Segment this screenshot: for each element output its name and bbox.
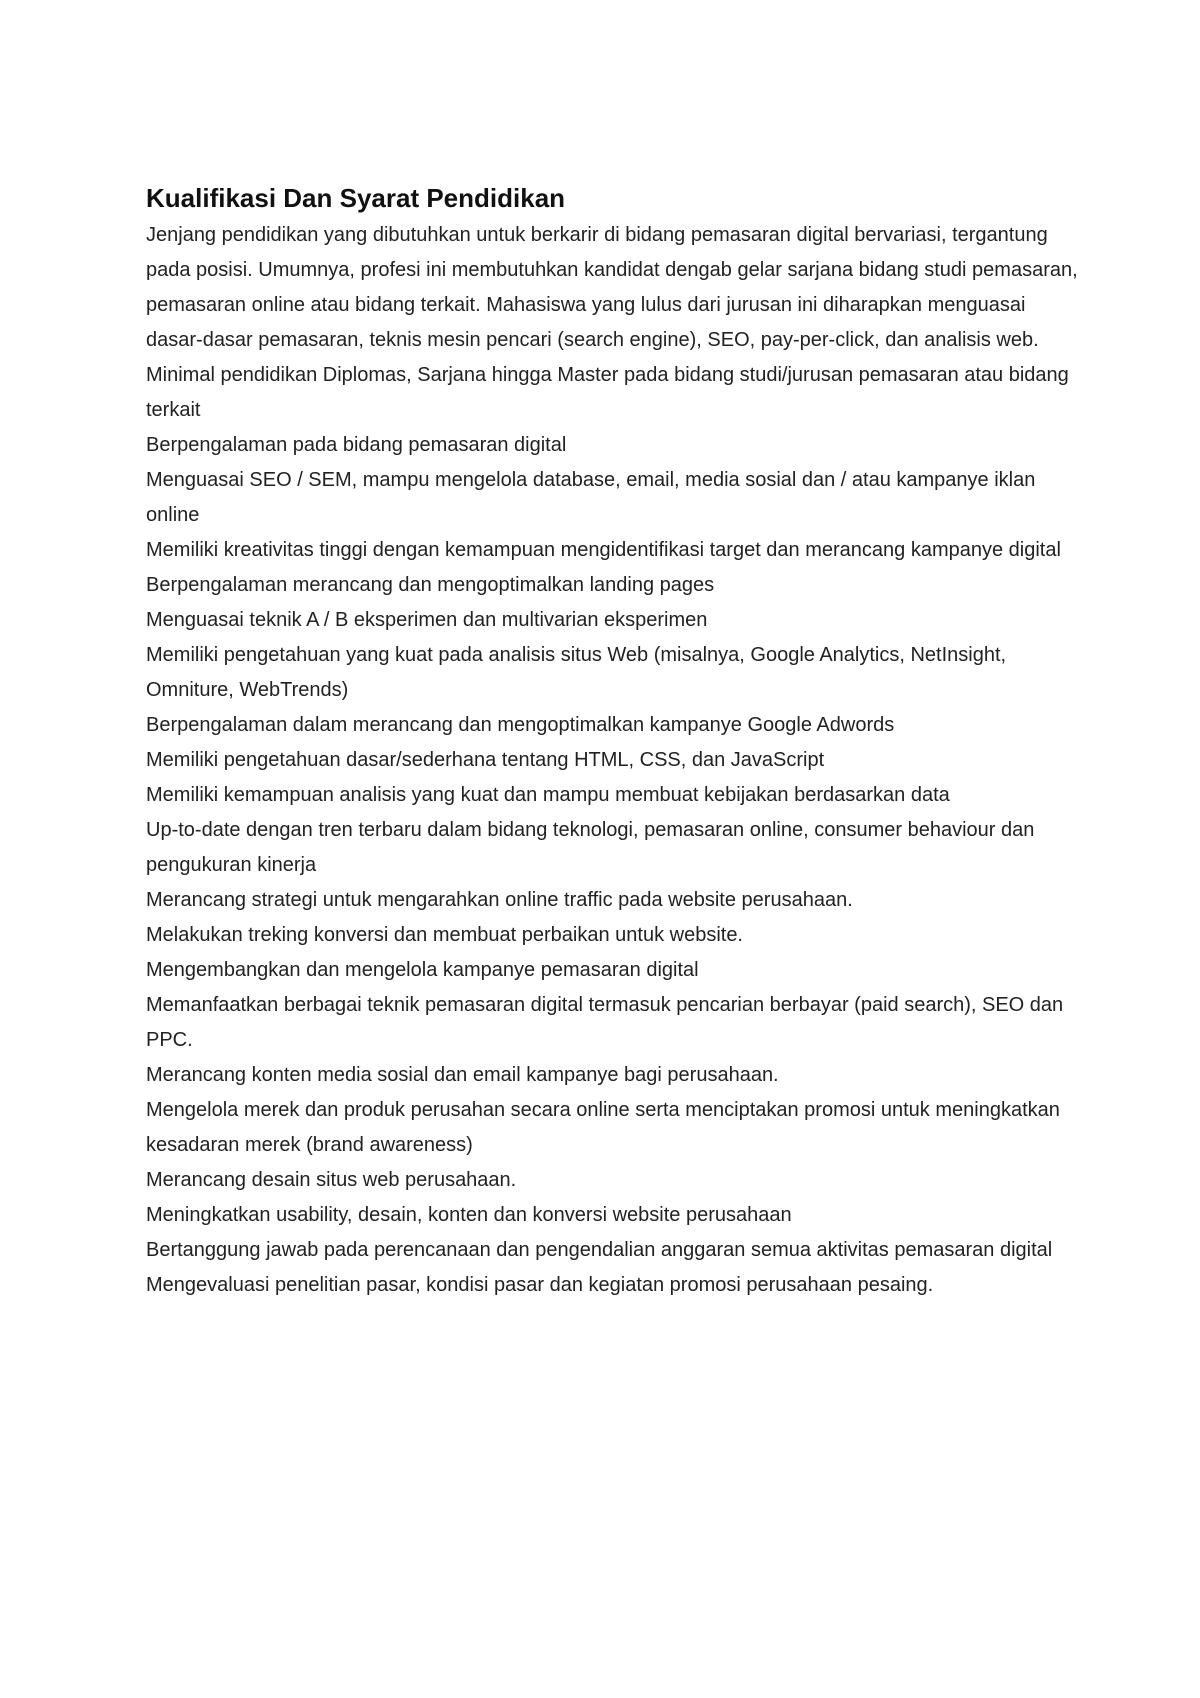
paragraph-item: Berpengalaman pada bidang pemasaran digital	[146, 434, 567, 456]
paragraph-item: Meningkatkan usability, desain, konten dan konversi website perusahaan	[146, 1204, 792, 1226]
paragraph-item: Memiliki pengetahuan dasar/sederhana tentang HTML, CSS, dan JavaScript	[146, 749, 825, 771]
paragraph-item: Merancang desain situs web perusahaan.	[146, 1169, 517, 1191]
paragraph-item: Menguasai teknik A / B eksperimen dan multivarian eksperimen	[146, 609, 708, 631]
paragraph-item: Berpengalaman merancang dan mengoptimalkan landing pages	[146, 574, 715, 596]
paragraph-item: Memiliki kreativitas tinggi dengan kemampuan mengidentifikasi target dan merancang kampanye digital	[146, 539, 1061, 561]
paragraph-item: Mengembangkan dan mengelola kampanye pemasaran digital	[146, 959, 699, 981]
document-body	[146, 180, 1086, 1303]
page-title: Kualifikasi Dan Syarat Pendidikan	[146, 183, 566, 213]
paragraph-item: Menguasai SEO / SEM, mampu mengelola database, email, media sosial dan / atau kampanye iklan online	[146, 469, 1036, 526]
paragraph-item: Up-to-date dengan tren terbaru dalam bidang teknologi, pemasaran online, consumer behaviour dan pengukuran kinerja	[146, 819, 1035, 876]
paragraph-intro: Jenjang pendidikan yang dibutuhkan untuk berkarir di bidang pemasaran digital bervariasi, tergantung pada posisi. Umumnya, profesi ini membutuhkan kandidat dengab gelar sarjana bidang studi pemasaran, pemasaran online atau bidang terkait. Mahasiswa yang lulus dari jurusan ini diharapkan menguasai dasar-dasar pemasaran, teknis mesin pencari (search engine), SEO, pay-per-click, dan analisis web.	[146, 224, 1078, 351]
paragraph-item: Memiliki pengetahuan yang kuat pada analisis situs Web (misalnya, Google Analytics, NetInsight, Omniture, WebTrends)	[146, 644, 1007, 701]
paragraph-item: Memanfaatkan berbagai teknik pemasaran digital termasuk pencarian berbayar (paid search), SEO dan PPC.	[146, 994, 1064, 1051]
paragraph-item: Merancang strategi untuk mengarahkan online traffic pada website perusahaan.	[146, 889, 853, 911]
paragraph-item: Mengevaluasi penelitian pasar, kondisi pasar dan kegiatan promosi perusahaan pesaing.	[146, 1274, 934, 1296]
paragraph-item: Memiliki kemampuan analisis yang kuat dan mampu membuat kebijakan berdasarkan data	[146, 784, 950, 806]
paragraph-item: Melakukan treking konversi dan membuat perbaikan untuk website.	[146, 924, 743, 946]
paragraph-item: Mengelola merek dan produk perusahan secara online serta menciptakan promosi untuk meningkatkan kesadaran merek (brand awareness)	[146, 1099, 1060, 1156]
paragraph-item: Minimal pendidikan Diplomas, Sarjana hingga Master pada bidang studi/jurusan pemasaran atau bidang terkait	[146, 364, 1069, 421]
paragraph-item: Merancang konten media sosial dan email kampanye bagi perusahaan.	[146, 1064, 779, 1086]
paragraph-item: Berpengalaman dalam merancang dan mengoptimalkan kampanye Google Adwords	[146, 714, 895, 736]
paragraph-item: Bertanggung jawab pada perencanaan dan pengendalian anggaran semua aktivitas pemasaran digital	[146, 1239, 1053, 1261]
